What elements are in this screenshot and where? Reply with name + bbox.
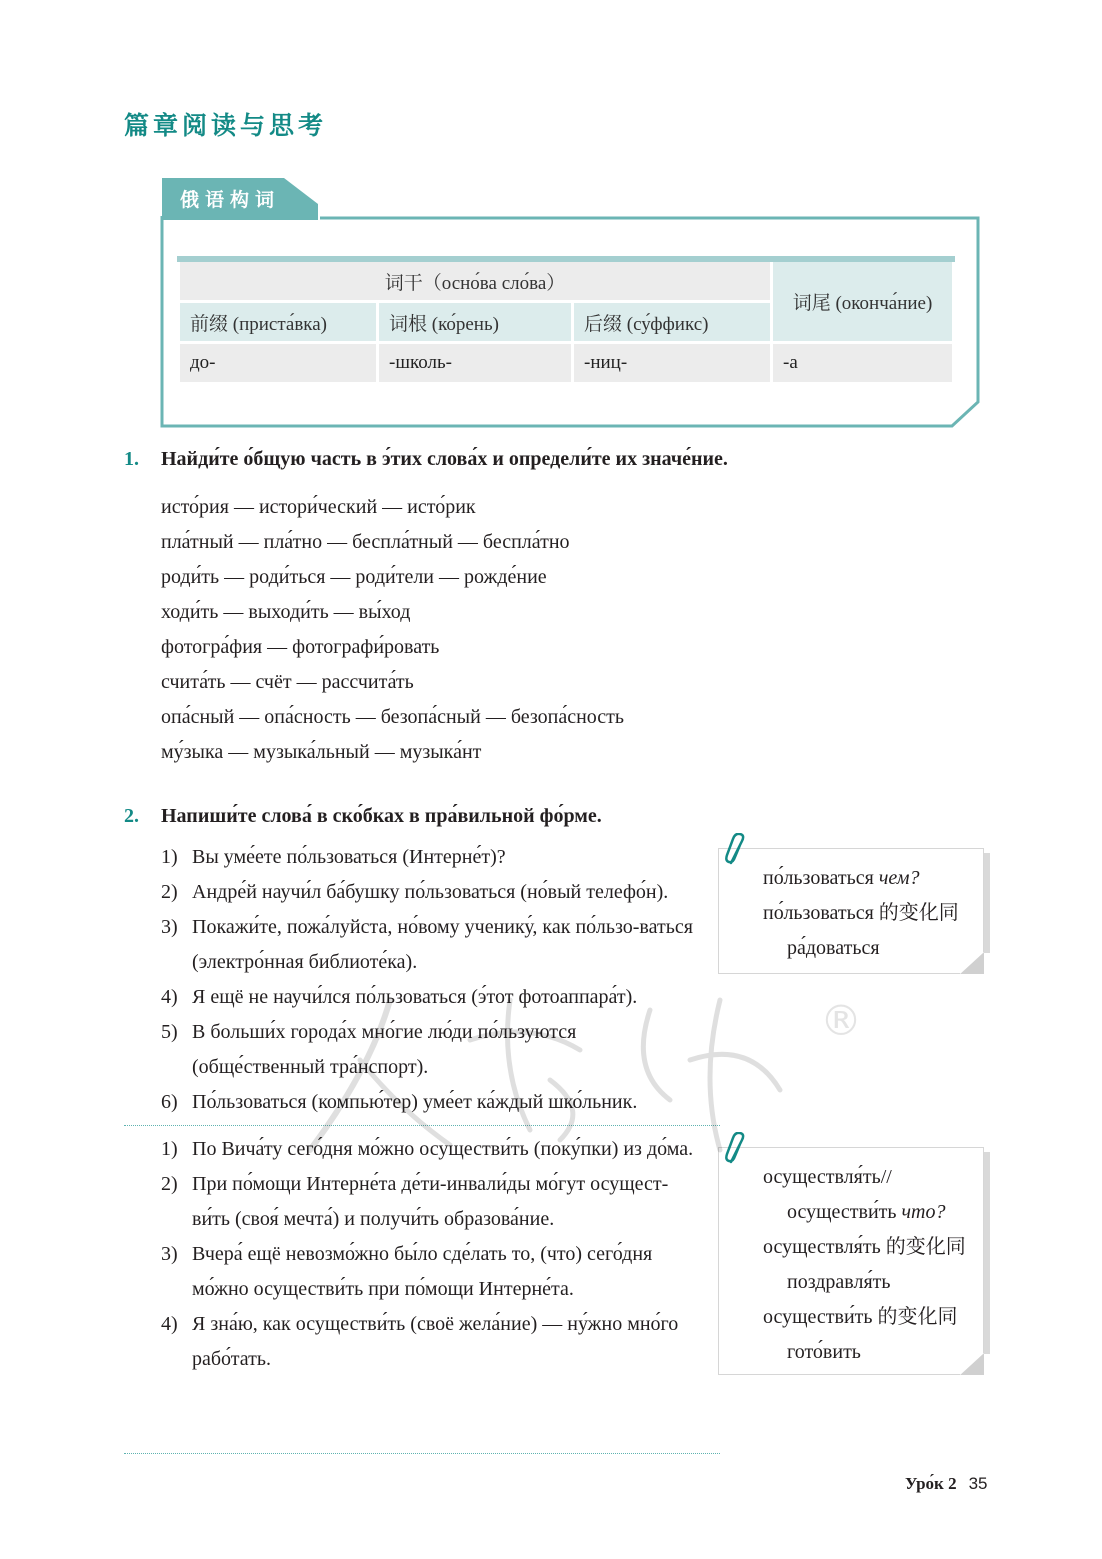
word-family-line: опа́сный — опа́сность — безопа́сный — безопа́сность [161,706,625,728]
exercise-2-heading [124,805,602,828]
exercise-2-group-b [161,1132,696,1377]
word-family-line: роди́ть — роди́ться — роди́тели — рожде́ние [161,566,547,588]
exercise-instruction: Напиши́те слова́ в ско́бках в пра́вильной фо́рме. [161,805,602,827]
exercise-item [161,910,696,980]
item-text: По́льзоваться (компью́тер) уме́ет ка́ждый шко́льник. [192,1091,638,1113]
note-line: осуществи́ть [787,1201,902,1223]
root-header: 词根 (ко́рень) [378,302,573,343]
word-family-line: счита́ть — счёт — рассчита́ть [161,671,414,693]
item-number: 3) [161,916,178,938]
exercise-number: 1. [124,448,139,470]
note-text [763,861,959,966]
word-family-line: фотогра́фия — фотографи́ровать [161,636,440,658]
word-family-line: исто́рия — истори́ческий — исто́рик [161,496,476,518]
item-number: 4) [161,986,178,1008]
item-number: 2) [161,1173,178,1195]
prefix-cell: до- [179,343,378,384]
tab-label: 俄语构词 [180,189,281,211]
paperclip-icon [724,833,748,867]
note-question: что? [901,1201,946,1223]
item-text: Андре́й научи́л ба́бушку по́льзоваться (но́вый телефо́н). [192,881,669,903]
word-family-list [161,490,624,770]
grammar-note [718,1147,984,1375]
registered-mark: ® [820,996,862,1045]
word-family-line: ходи́ть — выходи́ть — вы́ход [161,601,411,623]
exercise-item [161,1167,696,1237]
note-shadow [984,853,990,953]
suffix-cell: -ниц- [573,343,772,384]
item-number: 4) [161,1313,178,1335]
note-shadow [984,1152,990,1354]
item-text: Я зна́ю, как осуществи́ть (своё жела́ние) — ну́жно мно́го рабо́тать. [192,1313,679,1370]
word-family-line: му́зыка — музыка́льный — музыка́нт [161,741,482,763]
section-title: 篇章阅读与思考 [124,111,328,140]
exercise-instruction: Найди́те о́бщую часть в э́тих слова́х и определи́те их значе́ние. [161,448,728,470]
page-number: 35 [968,1474,988,1493]
item-number: 1) [161,1138,178,1160]
item-text: Вы уме́ете по́льзоваться (Интерне́т)? [192,846,506,868]
page-footer [905,1474,988,1494]
ending-header: 词尾 (оконча́ние) [772,259,954,343]
note-line: по́льзоваться 的变化同 [763,902,959,924]
note-line: осуществля́ть// [763,1166,892,1188]
item-number: 1) [161,846,178,868]
item-text: При по́мощи Интерне́та де́ти-инвали́ды мо́гут осущест-ви́ть (своя́ мечта́) и получи́ть образова́ние. [192,1173,669,1230]
divider [124,1453,720,1454]
item-number: 6) [161,1091,178,1113]
exercise-item [161,1237,696,1307]
publisher-watermark [250,980,810,1160]
item-text: Вчера́ ещё невозмо́жно бы́ло сде́лать то, (что) сего́дня мо́жно осуществи́ть при по́мощи Интерне́та. [192,1243,653,1300]
exercise-1-heading [124,448,728,471]
note-line: осуществи́ть 的变化同 [763,1306,958,1328]
note-question: чем? [878,867,920,889]
note-line: гото́вить [787,1341,861,1363]
stem-header: 词干（осно́ва сло́ва） [179,259,772,302]
exercise-item [161,875,696,910]
page-fold-icon [960,952,984,974]
note-line: по́льзоваться [763,867,879,889]
note-line: ра́доваться [787,937,880,959]
word-family-line: пла́тный — пла́тно — беспла́тный — беспла́тно [161,531,570,553]
ending-cell: -а [772,343,954,384]
root-cell: -школь- [378,343,573,384]
box-tab [162,178,318,218]
prefix-header: 前缀 (приста́вка) [179,302,378,343]
exercise-item [161,1307,696,1377]
item-number: 5) [161,1021,178,1043]
note-line: поздравля́ть [787,1271,891,1293]
lesson-label: Уро́к 2 [905,1474,957,1493]
item-text: В больши́х города́х мно́гие лю́ди по́льзуются (обще́ственный тра́нспорт). [192,1021,577,1078]
note-line: осуществля́ть 的变化同 [763,1236,966,1258]
exercise-number: 2. [124,805,139,827]
item-text: Покажи́те, пожа́луйста, но́вому ученику́, как по́льзо-ваться (электро́нная библиоте́ка). [192,916,693,973]
exercise-item [161,840,696,875]
grammar-note [718,848,984,974]
suffix-header: 后缀 (су́ффикс) [573,302,772,343]
item-number: 3) [161,1243,178,1265]
word-formation-table [177,256,955,385]
note-text [763,1160,966,1370]
item-text: Я ещё не научи́лся по́льзоваться (э́тот фотоаппара́т). [192,986,638,1008]
item-text: По Вича́ту сего́дня мо́жно осуществи́ть (поку́пки) из до́ма. [192,1138,694,1160]
item-number: 2) [161,881,178,903]
